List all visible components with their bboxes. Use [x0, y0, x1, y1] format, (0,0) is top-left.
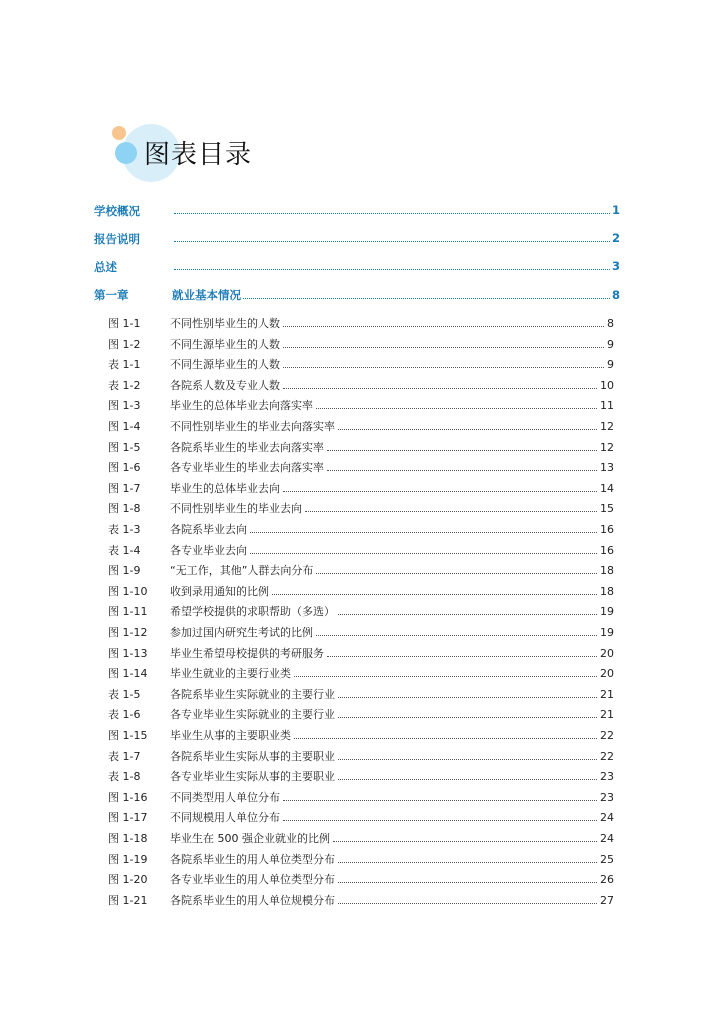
toc-entry-body: [172, 259, 620, 273]
toc-figure-page: 23: [600, 790, 614, 804]
toc-figure-label: 图 1-14: [108, 667, 148, 681]
dot-leader: [338, 697, 597, 698]
toc-figure-body: [170, 356, 614, 372]
toc-figure-page: 12: [600, 420, 614, 433]
toc-figure-body: [170, 789, 614, 805]
toc-figure-entry[interactable]: [0, 542, 724, 562]
toc-figure-label: 图 1-17: [108, 811, 148, 825]
toc-figure-title: 不同性别毕业生的毕业去向: [170, 502, 302, 516]
toc-figure-body: [170, 851, 614, 867]
toc-figure-page: 19: [600, 626, 614, 639]
dot-leader: [327, 656, 597, 657]
toc-entry-body: [172, 287, 620, 303]
toc-figure-label: 表 1-2: [108, 378, 141, 392]
toc-entry-page: 2: [611, 231, 620, 245]
toc-figure-label: 表 1-8: [108, 770, 141, 784]
toc-figure-entry[interactable]: [0, 686, 724, 706]
toc-figure-page: 20: [600, 646, 614, 660]
toc-figure-body: [170, 315, 614, 331]
toc-figure-title: 各院系毕业生的用人单位类型分布: [170, 852, 335, 866]
toc-figure-entry[interactable]: [0, 789, 724, 809]
toc-figure-title: 毕业生的总体毕业去向落实率: [170, 399, 313, 413]
toc-figure-title: 各院系毕业去向: [170, 523, 247, 536]
title-block: [108, 118, 308, 188]
dot-leader: [338, 614, 597, 615]
toc-figure-body: [170, 706, 614, 722]
toc-entry-label: 报告说明: [94, 232, 140, 246]
toc-figure-label: 图 1-9: [108, 564, 141, 578]
toc-entry-page: 3: [611, 259, 620, 273]
dot-leader: [338, 903, 597, 904]
decorative-circle-orange: [112, 126, 126, 140]
toc-figure-entry[interactable]: [0, 809, 724, 829]
toc-figure-page: 16: [600, 523, 614, 536]
toc-figure-body: [170, 727, 614, 743]
toc-figure-title: 各专业毕业生实际就业的主要行业: [170, 708, 335, 722]
toc-figure-body: [170, 542, 614, 558]
toc-figure-entry[interactable]: [0, 397, 724, 417]
toc-figure-label: 图 1-1: [108, 317, 141, 330]
toc-figure-label: 图 1-2: [108, 337, 141, 351]
toc-figure-page: 24: [600, 811, 614, 825]
toc-figure-entry[interactable]: [0, 500, 724, 520]
toc-figure-title: 希望学校提供的求职帮助（多选）: [170, 605, 335, 619]
toc-figure-title: 收到录用通知的比例: [170, 584, 269, 598]
toc-figure-body: [170, 768, 614, 784]
toc-figure-title: 各专业毕业生的用人单位类型分布: [170, 873, 335, 887]
toc-figure-page: 26: [600, 873, 614, 887]
page-title: 图表目录: [144, 140, 253, 170]
toc-figure-entry[interactable]: [0, 727, 724, 747]
toc-figure-page: 20: [600, 667, 614, 681]
toc-figure-body: [170, 500, 614, 516]
toc-figure-body: [170, 459, 614, 475]
toc-figure-label: 图 1-20: [108, 873, 148, 887]
toc-figure-entry[interactable]: [0, 583, 724, 603]
toc-figure-label: 图 1-13: [108, 646, 148, 660]
dot-leader: [338, 717, 597, 718]
toc-figure-entry[interactable]: [0, 706, 724, 726]
toc-figure-label: 表 1-4: [108, 543, 141, 557]
toc-figure-page: 9: [607, 358, 614, 372]
toc-entry-page: 1: [611, 203, 620, 217]
dot-leader: [316, 573, 597, 574]
toc-entry-body: [172, 203, 620, 217]
toc-figure-title: 毕业生就业的主要行业类: [170, 667, 291, 681]
toc-figure-entry[interactable]: [0, 748, 724, 768]
dot-leader: [283, 491, 597, 492]
dot-leader: [327, 470, 597, 471]
toc-figure-label: 表 1-5: [108, 687, 141, 701]
toc-figure-title: 各院系毕业生实际从事的主要职业: [170, 749, 335, 763]
toc-figure-entry[interactable]: [0, 851, 724, 871]
toc-figure-entry[interactable]: [0, 336, 724, 356]
toc-main-entry[interactable]: [0, 287, 724, 307]
toc-figure-label: 图 1-10: [108, 584, 148, 598]
toc-entry-label: 第一章: [94, 288, 129, 302]
toc-figure-page: 13: [600, 461, 614, 475]
toc-figure-body: [170, 480, 614, 496]
dot-leader: [316, 635, 597, 636]
toc-figure-body: [170, 830, 614, 846]
toc-figure-page: 8: [607, 317, 614, 330]
toc-figure-page: 14: [600, 481, 614, 495]
toc-figure-entry[interactable]: [0, 521, 724, 541]
toc-figure-label: 图 1-3: [108, 399, 141, 413]
dot-leader: [305, 511, 597, 512]
dot-leader: [338, 429, 597, 430]
toc-figure-label: 表 1-6: [108, 708, 141, 722]
toc-figure-label: 图 1-5: [108, 440, 141, 454]
dot-leader: [283, 367, 604, 368]
toc-figure-title: 毕业生的总体毕业去向: [170, 481, 280, 495]
toc-figure-label: 表 1-7: [108, 749, 141, 763]
toc-figure-entry[interactable]: [0, 665, 724, 685]
toc-figure-label: 表 1-3: [108, 523, 141, 536]
toc-figure-body: [170, 603, 614, 619]
toc-figure-body: [170, 336, 614, 352]
dot-leader: [338, 862, 597, 863]
toc-figure-body: [170, 583, 614, 599]
dot-leader: [294, 676, 597, 677]
toc-figure-title: 各院系毕业生实际就业的主要行业: [170, 687, 335, 701]
toc-figure-body: [170, 686, 614, 702]
toc-figure-body: [170, 665, 614, 681]
toc-figure-page: 10: [600, 378, 614, 392]
toc-figure-page: 18: [600, 564, 614, 578]
toc-figure-page: 24: [600, 832, 614, 845]
toc-figure-page: 23: [600, 770, 614, 784]
toc-entry-body: [172, 231, 620, 245]
toc-figure-entry[interactable]: [0, 377, 724, 397]
dot-leader: [174, 213, 610, 214]
toc-figure-page: 18: [600, 584, 614, 598]
toc-figure-entry[interactable]: [0, 356, 724, 376]
toc-figure-title: “无工作，其他”人群去向分布: [170, 564, 314, 578]
toc-figure-body: [170, 521, 614, 537]
toc-figure-title: 不同性别毕业生的毕业去向落实率: [170, 420, 335, 433]
dot-leader: [283, 326, 604, 327]
toc-figure-body: [170, 377, 614, 393]
toc-figure-entry[interactable]: [0, 830, 724, 850]
dot-leader: [327, 450, 597, 451]
toc-entry-title: 就业基本情况: [172, 288, 241, 302]
toc-figure-label: 图 1-16: [108, 790, 148, 804]
toc-figure-entry[interactable]: [0, 480, 724, 500]
dot-leader: [283, 388, 597, 389]
toc-figure-title: 不同生源毕业生的人数: [170, 358, 280, 372]
toc-figure-title: 各专业毕业生实际从事的主要职业: [170, 770, 335, 784]
toc-figure-entry[interactable]: [0, 315, 724, 335]
toc-figure-title: 毕业生从事的主要职业类: [170, 729, 291, 742]
dot-leader: [243, 298, 610, 299]
dot-leader: [338, 882, 597, 883]
toc-figure-title: 不同规模用人单位分布: [170, 811, 280, 825]
toc-figure-entry[interactable]: [0, 459, 724, 479]
toc-figure-page: 19: [600, 605, 614, 619]
toc-figure-page: 21: [600, 708, 614, 722]
toc-figure-title: 不同性别毕业生的人数: [170, 317, 280, 330]
toc-figure-label: 图 1-19: [108, 852, 148, 866]
toc-figure-entry[interactable]: [0, 768, 724, 788]
toc-entry-label: 总述: [94, 260, 117, 274]
toc-figure-entry[interactable]: [0, 871, 724, 891]
toc-figure-page: 11: [600, 399, 614, 413]
dot-leader: [338, 779, 597, 780]
toc-figure-label: 图 1-4: [108, 420, 141, 433]
toc-figure-body: [170, 892, 614, 908]
dot-leader: [283, 820, 597, 821]
toc-figure-body: [170, 809, 614, 825]
toc-figure-label: 图 1-18: [108, 832, 148, 845]
toc-figure-page: 9: [607, 337, 614, 351]
toc-figure-page: 25: [600, 852, 614, 866]
toc-figure-page: 21: [600, 687, 614, 701]
dot-leader: [294, 738, 597, 739]
decorative-circle-blue: [115, 142, 137, 164]
toc-figure-title: 各专业毕业去向: [170, 543, 247, 557]
toc-figure-body: [170, 645, 614, 661]
dot-leader: [283, 347, 604, 348]
dot-leader: [174, 241, 610, 242]
toc-figure-label: 图 1-15: [108, 729, 148, 742]
toc-figure-entry[interactable]: [0, 603, 724, 623]
toc-figure-entry[interactable]: [0, 418, 724, 438]
dot-leader: [250, 532, 597, 533]
dot-leader: [283, 800, 597, 801]
toc-figure-label: 图 1-8: [108, 502, 141, 516]
toc-figure-title: 各院系毕业生的毕业去向落实率: [170, 440, 324, 454]
toc-figure-body: [170, 562, 614, 578]
toc-figure-entry[interactable]: [0, 624, 724, 644]
toc-figure-page: 15: [600, 502, 614, 516]
toc-figure-body: [170, 439, 614, 455]
dot-leader: [333, 841, 597, 842]
toc-figure-entry[interactable]: [0, 562, 724, 582]
toc-entry-label: 学校概况: [94, 204, 140, 218]
toc-figure-label: 图 1-6: [108, 461, 141, 475]
toc-figure-page: 22: [600, 749, 614, 763]
toc-figure-label: 图 1-12: [108, 626, 148, 639]
toc-figure-title: 各院系人数及专业人数: [170, 378, 280, 392]
toc-figure-entry[interactable]: [0, 645, 724, 665]
toc-figure-title: 各专业毕业生的毕业去向落实率: [170, 461, 324, 475]
dot-leader: [250, 553, 597, 554]
toc-figure-body: [170, 624, 614, 640]
toc-figure-label: 图 1-11: [108, 605, 148, 619]
toc-figure-title: 各院系毕业生的用人单位规模分布: [170, 893, 335, 907]
toc-main-entry[interactable]: [0, 203, 724, 223]
toc-figure-label: 图 1-7: [108, 481, 141, 495]
toc-figure-entry[interactable]: [0, 892, 724, 912]
toc-figure-body: [170, 397, 614, 413]
toc-figure-label: 图 1-21: [108, 893, 148, 907]
toc-figure-title: 参加过国内研究生考试的比例: [170, 626, 313, 639]
toc-figure-title: 毕业生在 500 强企业就业的比例: [170, 832, 330, 845]
toc-entry-page: 8: [611, 288, 620, 302]
toc-figure-title: 不同类型用人单位分布: [170, 790, 280, 804]
toc-main-entry[interactable]: [0, 231, 724, 251]
toc-main-entry[interactable]: [0, 259, 724, 279]
dot-leader: [338, 759, 597, 760]
toc-figure-entry[interactable]: [0, 439, 724, 459]
toc-figure-page: 22: [600, 729, 614, 742]
dot-leader: [272, 594, 597, 595]
toc-figure-body: [170, 871, 614, 887]
toc-figure-page: 12: [600, 440, 614, 454]
toc-figure-label: 表 1-1: [108, 358, 141, 372]
toc-figure-body: [170, 748, 614, 764]
toc-figure-title: 不同生源毕业生的人数: [170, 337, 280, 351]
toc-figure-page: 16: [600, 543, 614, 557]
toc-figure-body: [170, 418, 614, 434]
dot-leader: [316, 408, 597, 409]
toc-figure-page: 27: [600, 893, 614, 907]
toc-figure-title: 毕业生希望母校提供的考研服务: [170, 646, 324, 660]
dot-leader: [174, 269, 610, 270]
